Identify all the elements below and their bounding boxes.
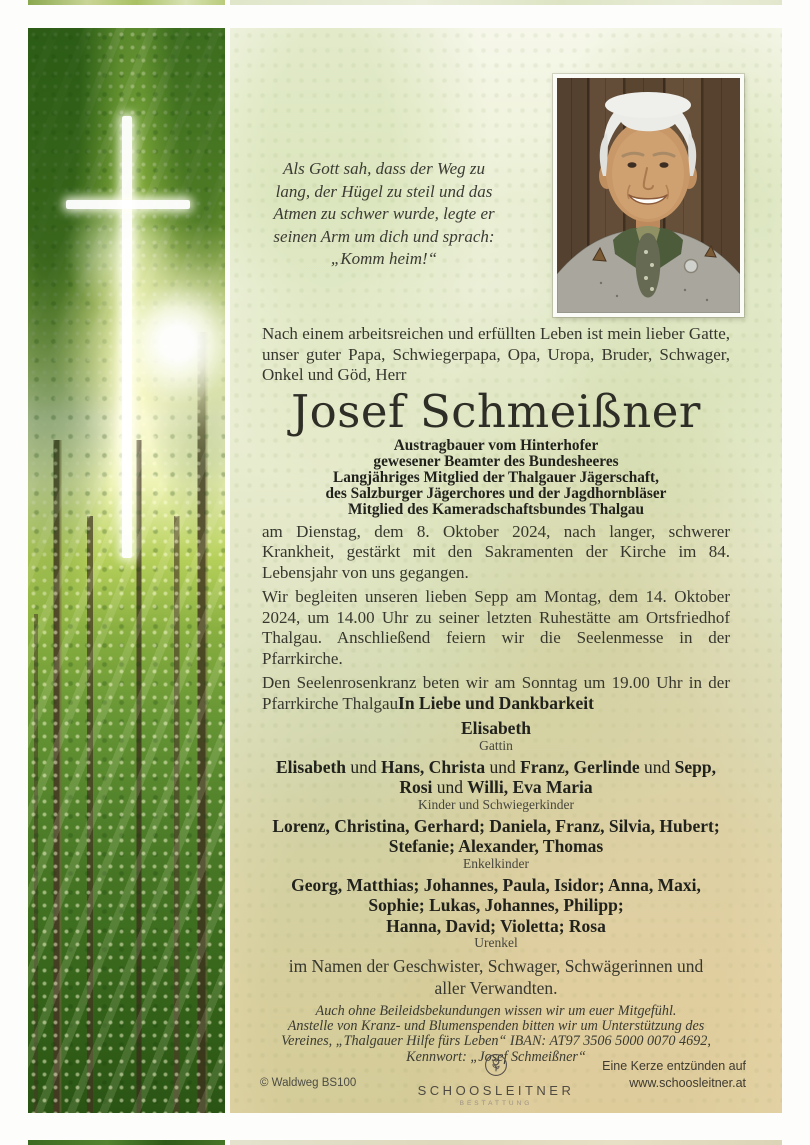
mourner-relation: Kinder und Schwiegerkinder	[418, 796, 574, 812]
intro-text: Nach einem arbeitsreichen und erfüllten Leben ist mein lieber Gatte, unser guter Papa, Schwiegerpapa, Opa, Uropa, Bruder, Schwager, Onkel und Göd, Herr	[262, 324, 730, 384]
gratitude-heading: In Liebe und Dankbarkeit	[398, 693, 594, 713]
mourner-relation: Gattin	[479, 737, 513, 753]
mourner-names: Elisabeth und Hans, Christa und Franz, Gerlinde und Sepp, Rosi und Willi, Eva Maria	[276, 756, 716, 797]
mourner-groups	[262, 718, 730, 950]
portrait-illustration	[557, 78, 740, 313]
mourner-group	[262, 816, 730, 871]
mourner-group	[262, 875, 730, 951]
death-notice-text: am Dienstag, dem 8. Oktober 2024, nach langer, schwerer Krankheit, gestärkt mit den Sakramenten der Kirche im 84. Lebensjahr von uns gegangen.	[262, 521, 730, 582]
obituary-main-text	[262, 324, 730, 714]
funeral-info-text: Wir begleiten unseren lieben Sepp am Montag, dem 14. Oktober 2024, um 14.00 Uhr zu seiner letzten Ruhestätte am Ortsfriedhof Thalgau. Anschließend feiern wir die Seelenmesse in der Pfarrkirche.	[262, 587, 730, 668]
mourner-names: Elisabeth	[460, 718, 532, 738]
adjacent-card-edge-bottom-left	[28, 1140, 225, 1145]
funeral-home-logo	[416, 1053, 576, 1107]
obituary-content-panel	[230, 28, 782, 1113]
cross-icon	[122, 116, 132, 558]
mourner-relation: Urenkel	[474, 935, 518, 950]
forest-photo-panel	[28, 28, 225, 1113]
funeral-home-subtitle: BESTATTUNG	[459, 1100, 533, 1107]
mourner-group	[262, 718, 730, 753]
funeral-home-name: SCHOOSLEITNER	[417, 1083, 575, 1098]
rosary-info-text: Den Seelenrosenkranz beten wir am Sonntag um 19.00 Uhr in der Pfarrkirche Thalgau	[262, 673, 730, 713]
poem: Als Gott sah, dass der Weg zu lang, der Hügel zu steil und das Atmen zu schwer wurde, legte er seinen Arm um dich und sprach: „Komm heim!“	[273, 159, 495, 268]
image-copyright: © Waldweg BS100	[260, 1077, 357, 1089]
mourners-closing-text: im Namen der Geschwister, Schwager, Schwägerinnen und aller Verwandten.	[288, 956, 704, 998]
portrait-photo	[553, 74, 744, 317]
deceased-titles: Austragbauer vom Hinterhofer gewesener Beamter des Bundesheeres Langjähriges Mitglied der Thalgauer Jägerschaft, des Salzburger Jägerchores und der Jagdhornbläser Mitglied des Kameradschaftsbundes Thalgau	[325, 436, 667, 518]
flower-icon	[484, 1053, 508, 1077]
mourner-group	[262, 757, 730, 812]
mourner-relation: Enkelkinder	[463, 855, 529, 871]
cross-icon	[66, 200, 190, 209]
adjacent-card-edge-bottom-right	[230, 1140, 782, 1145]
condolence-donation-notes: Auch ohne Beileidsbekundungen wissen wir um euer Mitgefühl. Anstelle von Kranz- und Blumenspenden bitten wir um Unterstützung des Vereines, „Thalgauer Hilfe fürs Leben“ IBAN: AT97 3506 5000 0070 4692, Kennwort: „Josef Schmeißner“	[281, 1003, 711, 1065]
mourner-names: Lorenz, Christina, Gerhard; Daniela, Franz, Silvia, Hubert; Stefanie; Alexander, Thomas	[272, 815, 720, 856]
adjacent-card-edge-top-right	[230, 0, 782, 5]
candle-info: Eine Kerze entzünden auf www.schoosleitner.at	[602, 1059, 746, 1090]
mourners-section	[262, 692, 730, 1065]
adjacent-card-edge-top-left	[28, 0, 225, 5]
deceased-name: Josef Schmeißner	[291, 384, 701, 438]
mourner-names: Georg, Matthias; Johannes, Paula, Isidor; Anna, Maxi, Sophie; Lukas, Johannes, Philipp; Hanna, David; Violetta; Rosa	[291, 874, 701, 936]
